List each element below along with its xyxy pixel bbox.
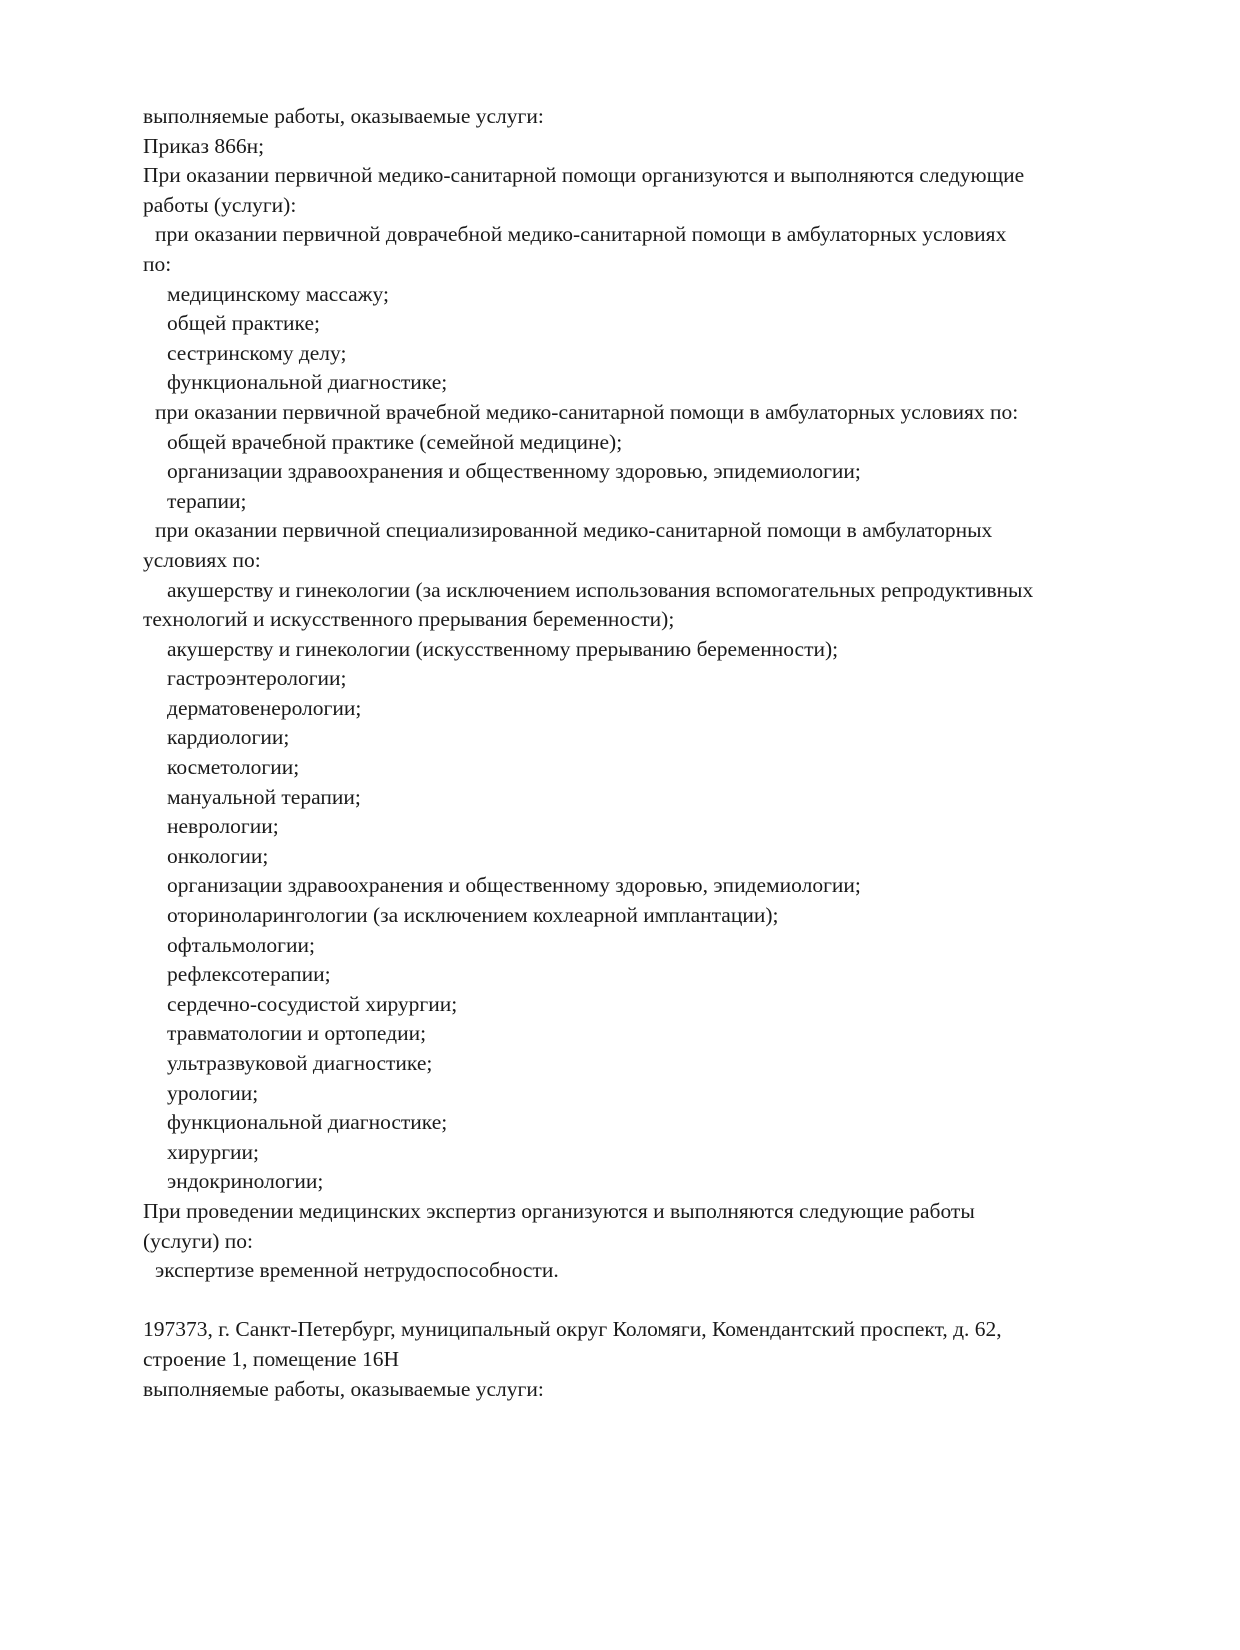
text-line: сердечно-сосудистой хирургии;: [167, 991, 458, 1016]
text-line: функциональной диагностике;: [167, 1110, 448, 1135]
text-line: кардиологии;: [167, 725, 290, 750]
text-line: по:: [143, 251, 172, 276]
text-line: условиях по:: [143, 547, 261, 572]
document-body: [143, 102, 1153, 1404]
text-line: при оказании первичной врачебной медико-санитарной помощи в амбулаторных условиях по:: [155, 399, 1019, 424]
text-line: эндокринологии;: [167, 1169, 324, 1194]
text-line: оториноларингологии (за исключением кохлеарной имплантации);: [167, 903, 779, 928]
text-line: строение 1, помещение 16Н: [143, 1346, 399, 1371]
text-line: выполняемые работы, оказываемые услуги:: [143, 1376, 544, 1401]
text-line: акушерству и гинекологии (за исключением использования вспомогательных репродуктивных: [167, 577, 1034, 602]
text-line: (услуги) по:: [143, 1228, 254, 1253]
text-line: При оказании первичной медико-санитарной помощи организуются и выполняются следующие: [143, 163, 1025, 188]
text-line: урологии;: [167, 1080, 259, 1105]
text-line: организации здравоохранения и общественному здоровью, эпидемиологии;: [167, 873, 861, 898]
text-line: общей практике;: [167, 311, 320, 336]
text-line: 197373, г. Санкт-Петербург, муниципальный округ Коломяги, Комендантский проспект, д. 62,: [143, 1317, 1002, 1342]
text-line: при оказании первичной доврачебной медико-санитарной помощи в амбулаторных условиях: [155, 222, 1007, 247]
text-line: рефлексотерапии;: [167, 962, 331, 987]
text-line: медицинскому массажу;: [167, 281, 389, 306]
text-line: функциональной диагностике;: [167, 370, 448, 395]
text-line: хирургии;: [167, 1139, 260, 1164]
text-line: экспертизе временной нетрудоспособности.: [155, 1258, 559, 1283]
text-line: гастроэнтерологии;: [167, 666, 347, 691]
text-line: сестринскому делу;: [167, 340, 347, 365]
text-line: неврологии;: [167, 814, 279, 839]
text-line: организации здравоохранения и общественному здоровью, эпидемиологии;: [167, 459, 861, 484]
text-line: При проведении медицинских экспертиз организуются и выполняются следующие работы: [143, 1198, 975, 1223]
text-line: выполняемые работы, оказываемые услуги:: [143, 104, 544, 128]
text-line: терапии;: [167, 488, 247, 513]
text-line: офтальмологии;: [167, 932, 315, 957]
text-line: акушерству и гинекологии (искусственному прерыванию беременности);: [167, 636, 839, 661]
text-line: общей врачебной практике (семейной медицине);: [167, 429, 623, 454]
text-line: Приказ 866н;: [143, 133, 265, 158]
text-line: при оказании первичной специализированной медико-санитарной помощи в амбулаторных: [155, 518, 993, 543]
text-line: работы (услуги):: [143, 192, 297, 217]
text-line: мануальной терапии;: [167, 784, 361, 809]
text-line: дерматовенерологии;: [167, 695, 362, 720]
text-line: онкологии;: [167, 843, 269, 868]
blank-line: [143, 1286, 1153, 1316]
text-line: травматологии и ортопедии;: [167, 1021, 427, 1046]
text-line: технологий и искусственного прерывания беременности);: [143, 607, 675, 632]
text-line: косметологии;: [167, 755, 300, 780]
text-line: ультразвуковой диагностике;: [167, 1051, 433, 1075]
